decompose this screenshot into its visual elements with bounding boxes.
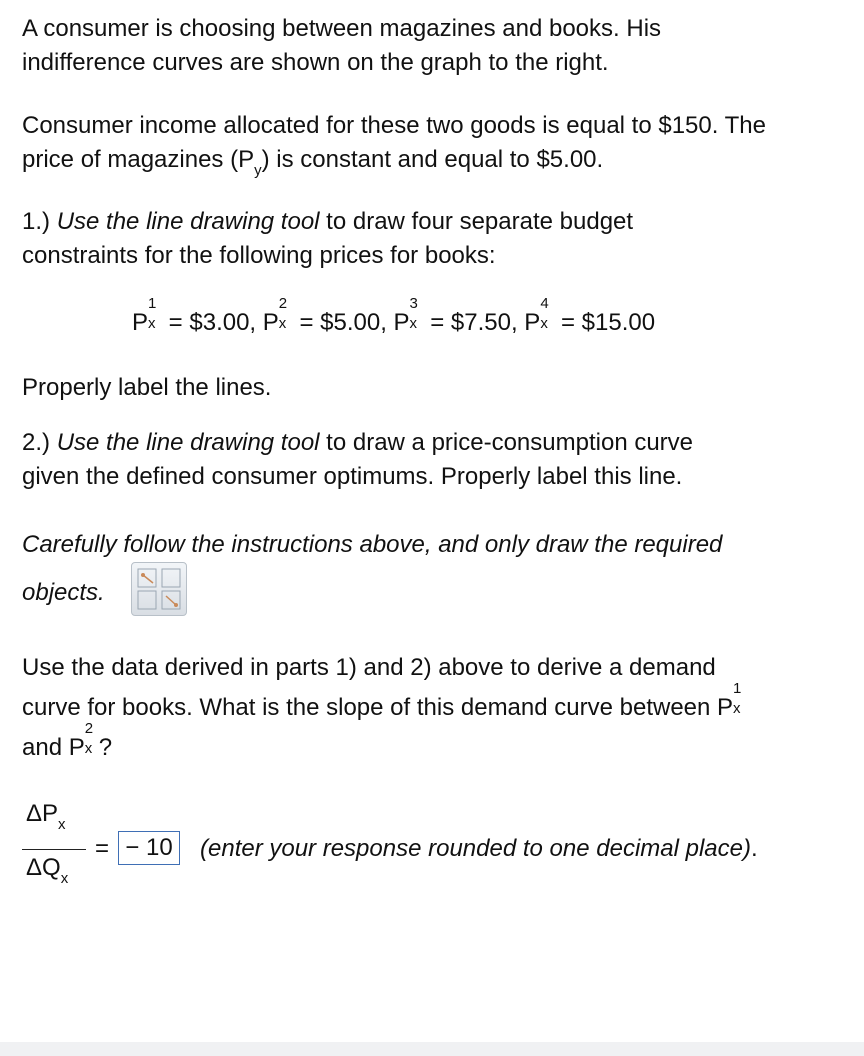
fraction-numerator: $\Delta P_x$ [26,800,66,833]
income-text: Consumer income allocated for these two goods is equal to $150. The price of magazines $(P_y)$ is constant and equal to $5.00. [22,112,766,179]
label-lines-text: Properly label the lines. [22,374,272,401]
price-list [132,295,656,340]
part1-text: 1.) Use the line drawing tool to draw four separate budget constraints for the following prices for books: [22,208,634,269]
equals-sign: = [95,835,110,862]
price-4: P 4 x = $15.00 [524,295,656,336]
fraction-bar [22,849,86,850]
footer-bar [0,1042,864,1056]
intro-text: A consumer is choosing between magazines and books. His indifference curves are shown on the graph to the right. [22,15,662,76]
line-drawing-tool-icon[interactable] [131,562,187,616]
price-2: P 2 x = $5.00, [262,295,394,336]
price-1: P 1 x = $3.00, [132,295,263,336]
question-text: Use the data derived in parts 1) and 2) above to derive a demand curve for books. What is the slope of this demand curve between P 1 x and P 2 x ? [22,654,742,761]
answer-instruction: (enter your response rounded to one decimal place). [200,835,758,862]
fraction-denominator: $\Delta Q_x$ [26,854,69,887]
part2-text: 2.) Use the line drawing tool to draw a price-consumption curve given the defined consumer optimums. Properly label this line. [22,429,694,490]
caution-text: Carefully follow the instructions above, and only draw the required objects. [22,531,723,606]
answer-input[interactable]: − 10 [118,831,180,865]
price-3: P 3 x = $7.50, [393,295,525,336]
